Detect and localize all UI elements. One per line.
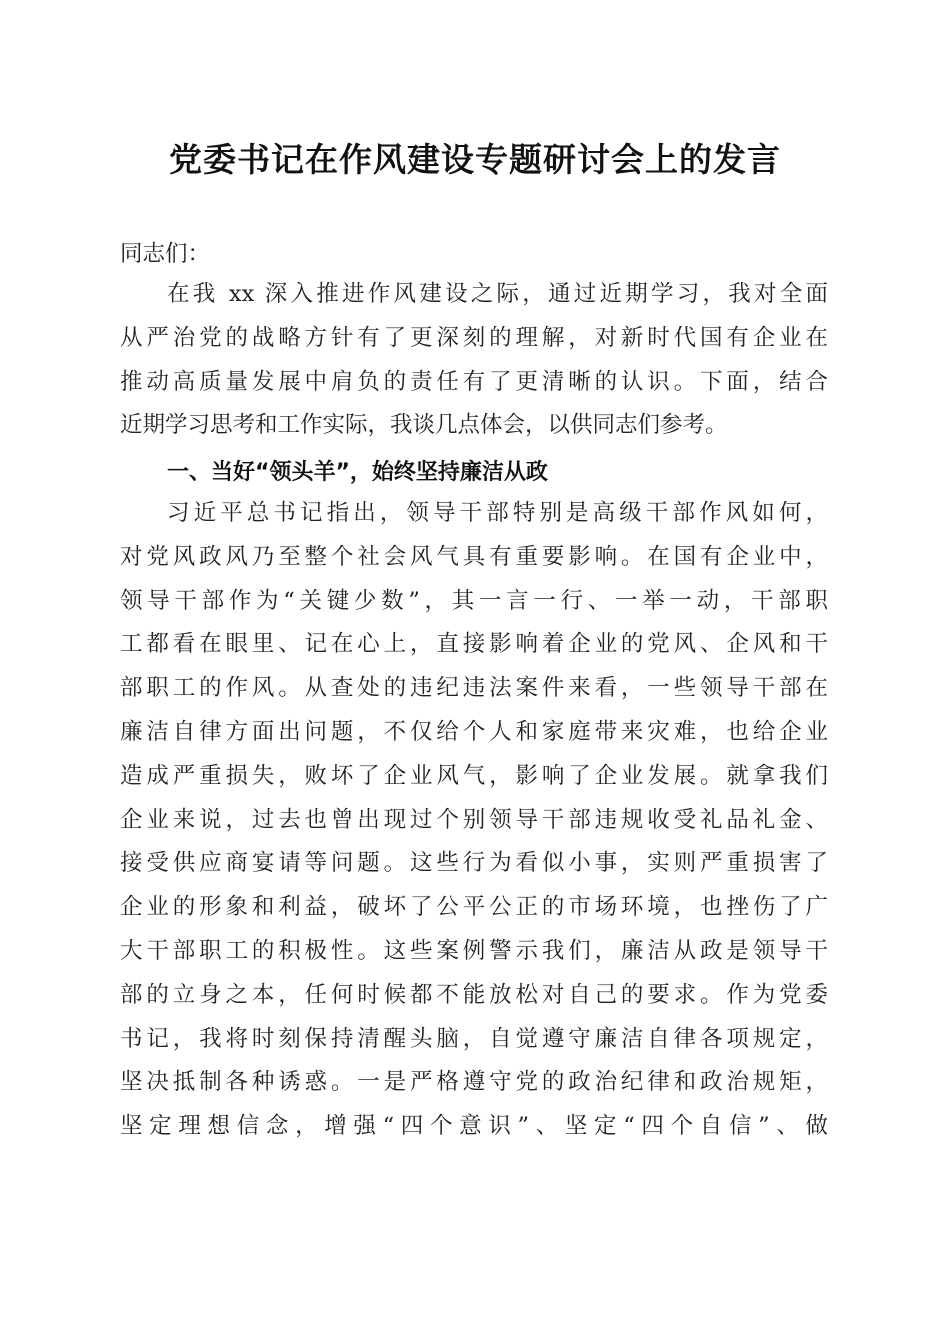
paragraph-line: 企业来说，过去也曾出现过个别领导干部违规收受礼品礼金、 bbox=[120, 806, 828, 833]
paragraph-line: 书记，我将时刻保持清醒头脑，自觉遵守廉洁自律各项规定， bbox=[120, 1025, 828, 1052]
paragraph-line: 在我 xx 深入推进作风建设之际，通过近期学习，我对全面 bbox=[167, 281, 828, 307]
paragraph-line: 坚定理想信念，增强“四个意识”、坚定“四个自信”、做 bbox=[120, 1113, 828, 1140]
salutation: 同志们： bbox=[120, 241, 211, 267]
paragraph-line: 企业的形象和利益，破坏了公平公正的市场环境，也挫伤了广 bbox=[120, 894, 828, 921]
paragraph-line: 习近平总书记指出，领导干部特别是高级干部作风如何， bbox=[167, 499, 828, 526]
paragraph-line: 部的立身之本，任何时候都不能放松对自己的要求。作为党委 bbox=[120, 981, 828, 1008]
paragraph-line: 廉洁自律方面出问题，不仅给个人和家庭带来灾难，也给企业 bbox=[120, 718, 828, 745]
paragraph-line: 近期学习思考和工作实际，我谈几点体会，以供同志们参考。 bbox=[120, 412, 728, 439]
paragraph-line: 接受供应商宴请等问题。这些行为看似小事，实则严重损害了 bbox=[120, 850, 828, 877]
paragraph-line: 坚决抵制各种诱惑。一是严格遵守党的政治纪律和政治规矩， bbox=[120, 1069, 828, 1096]
section1-paragraph bbox=[120, 495, 828, 1152]
document-body bbox=[120, 232, 828, 1152]
paragraph-line: 部职工的作风。从查处的违纪违法案件来看，一些领导干部在 bbox=[120, 675, 828, 702]
section-heading: 一、当好“领头羊”，始终坚持廉洁从政 bbox=[167, 460, 548, 486]
paragraph-line: 从严治党的战略方针有了更深刻的理解，对新时代国有企业在 bbox=[120, 324, 828, 351]
paragraph-line: 领导干部作为“关键少数”，其一言一行、一举一动，干部职 bbox=[120, 587, 828, 614]
intro-paragraph bbox=[120, 276, 828, 451]
paragraph-line: 造成严重损失，败坏了企业风气，影响了企业发展。就拿我们 bbox=[120, 762, 828, 789]
paragraph-line: 推动高质量发展中肩负的责任有了更清晰的认识。下面，结合 bbox=[120, 368, 828, 395]
paragraph-line: 大干部职工的积极性。这些案例警示我们，廉洁从政是领导干 bbox=[120, 937, 828, 964]
document-title: 党委书记在作风建设专题研讨会上的发言 bbox=[169, 140, 781, 179]
paragraph-line: 工都看在眼里、记在心上，直接影响着企业的党风、企风和干 bbox=[120, 631, 828, 658]
paragraph-line: 对党风政风乃至整个社会风气具有重要影响。在国有企业中， bbox=[120, 543, 828, 570]
